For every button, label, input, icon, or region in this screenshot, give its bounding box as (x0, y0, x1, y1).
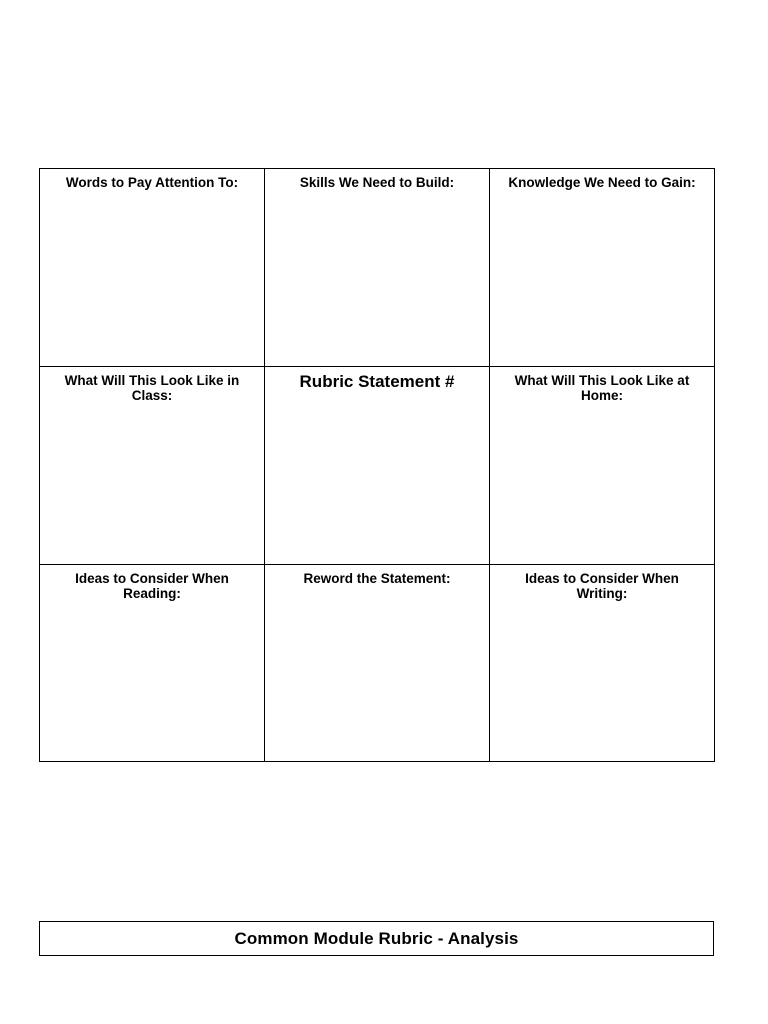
cell-label: Ideas to Consider When Reading: (75, 571, 229, 601)
cell-skills-to-build (265, 169, 490, 367)
cell-rubric-statement (265, 367, 490, 565)
cell-reword-statement (265, 565, 490, 761)
cell-label: Knowledge We Need to Gain: (508, 175, 696, 190)
cell-label: Words to Pay Attention To: (65, 175, 239, 190)
rubric-grid (39, 168, 715, 762)
cell-label: Ideas to Consider When Writing: (525, 571, 679, 601)
cell-label: What Will This Look Like at Home: (514, 373, 690, 403)
footer-title-box (39, 921, 714, 956)
cell-look-like-in-class (40, 367, 265, 565)
cell-ideas-reading (40, 565, 265, 761)
cell-label: Skills We Need to Build: (299, 175, 455, 190)
cell-ideas-writing (490, 565, 714, 761)
document-title: Common Module Rubric - Analysis (234, 928, 519, 948)
cell-label: What Will This Look Like in Class: (64, 373, 240, 403)
cell-look-like-at-home (490, 367, 714, 565)
cell-label: Reword the Statement: (303, 571, 451, 586)
cell-knowledge-to-gain (490, 169, 714, 367)
rubric-statement-heading: Rubric Statement # (299, 372, 455, 391)
cell-words-to-pay-attention (40, 169, 265, 367)
